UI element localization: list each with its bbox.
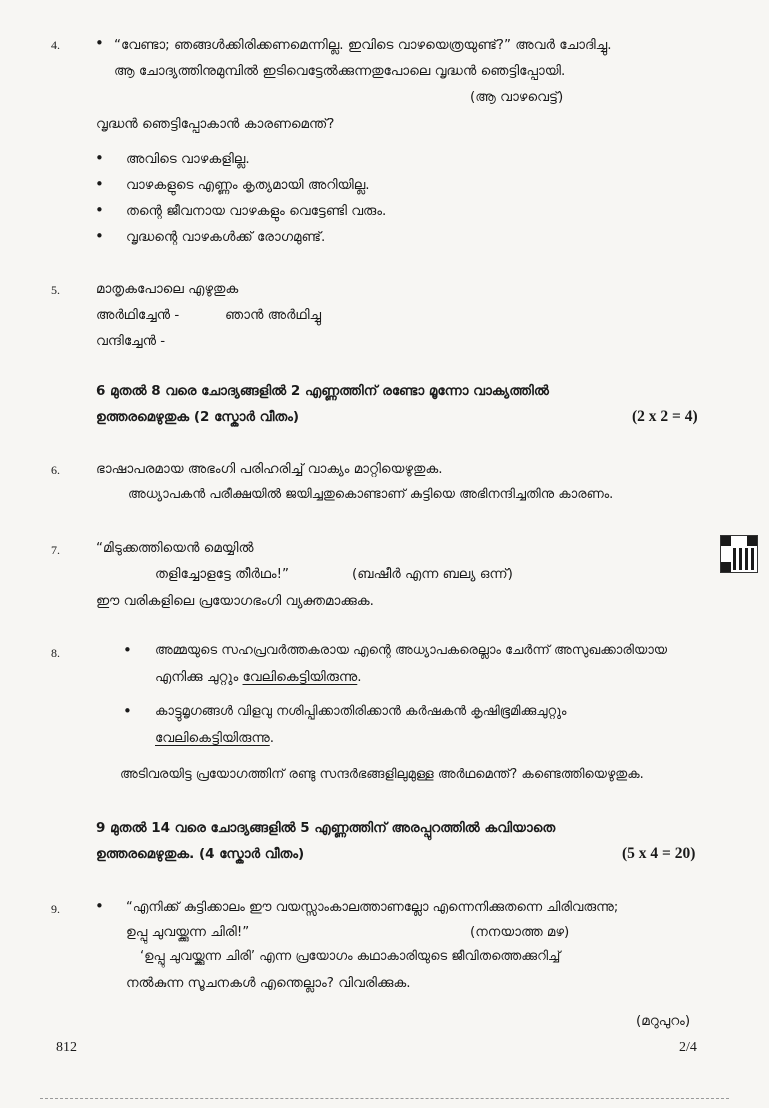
q4-option-1: അവിടെ വാഴകളില്ല.	[126, 151, 250, 167]
q8-b2-underlined: വേലികെട്ടിയിരുന്നു	[155, 730, 270, 746]
bullet: •	[95, 227, 104, 245]
q6-line2: അധ്യാപകൻ പരീക്ഷയിൽ ജയിച്ചതുകൊണ്ടാണ് കുട്ടിയെ അഭിനന്ദിച്ചതിനു കാരണം.	[128, 487, 614, 502]
q9-line4: നൽകുന്ന സൂചനകൾ എന്തെല്ലാം? വിവരിക്കുക.	[126, 975, 411, 991]
question-number: 7.	[51, 543, 60, 557]
q8-b1-underlined: വേലികെട്ടിയിരുന്നു	[242, 669, 358, 685]
bullet: •	[95, 175, 104, 193]
q4-option-2: വാഴകളുടെ എണ്ണം കൃത്യമായി അറിയില്ല.	[126, 177, 370, 193]
question-number: 8.	[51, 646, 60, 660]
q8-question: അടിവരയിട്ട പ്രയോഗത്തിന് രണ്ടു സന്ദർഭങ്ങളിലുമുള്ള അർഥമെന്ത്? കണ്ടെത്തിയെഴുതുക.	[120, 767, 644, 782]
question-number: 4.	[51, 38, 60, 52]
bullet: •	[95, 149, 104, 167]
section-6-8-line2: ഉത്തരമെഴുതുക (2 സ്കോർ വീതം)	[96, 409, 300, 425]
q4-quote-line1: “വേണ്ടാ; ഞങ്ങൾക്കിരിക്കണമെന്നില്ല. ഇവിടെ വാഴയെത്രയുണ്ട്?” അവർ ചോദിച്ചു.	[114, 37, 612, 53]
q8-b2-line1: കാട്ടുമൃഗങ്ങൾ വിളവു നശിപ്പിക്കാതിരിക്കാൻ കർഷകൻ കൃഷിഭൂമിക്കുചുറ്റും	[155, 704, 567, 719]
q8-b1-prefix: എനിക്കു ചുറ്റും	[155, 669, 243, 685]
q7-source: (ബഷീർ എന്ന ബല്യ ഒന്ന്)	[352, 566, 513, 582]
section-9-14-marks: (5 x 4 = 20)	[622, 845, 696, 862]
q9-line1: “എനിക്ക് കുട്ടിക്കാലം ഈ വയസ്സാംകാലത്താണല്ലോ എന്നെനിക്കുതന്നെ ചിരിവരുന്നു;	[126, 900, 619, 915]
bullet: •	[123, 702, 132, 720]
q9-line3: ‘ഉപ്പു ചുവയ്ക്കുന്ന ചിരി’ എന്ന പ്രയോഗം കഥാകാരിയുടെ ജീവിതത്തെക്കുറിച്ച്	[140, 949, 561, 964]
q7-line2: തളിച്ചോളട്ടേ തീർഥം!”	[155, 566, 289, 582]
bullet: •	[95, 201, 104, 219]
q4-source: (ആ വാഴവെട്ട്)	[470, 89, 564, 105]
q8-b1-line2	[155, 669, 362, 685]
q9-line2: ഉപ്പു ചുവയ്ക്കുന്ന ചിരി!”	[126, 924, 250, 940]
question-number: 5.	[51, 283, 60, 297]
turn-over-label: (മറുപുറം)	[636, 1013, 691, 1029]
page-number: 2/4	[679, 1040, 697, 1055]
q7-line1: “മിടുക്കത്തിയെൻ മെയ്യിൽ	[96, 540, 254, 556]
paper-code: 812	[56, 1040, 77, 1055]
bullet: •	[95, 34, 104, 52]
q4-quote-line2: ആ ചോദ്യത്തിനുമുമ്പിൽ ഇടിവെട്ടേൽക്കുന്നതുപോലെ വൃദ്ധൻ ഞെട്ടിപ്പോയി.	[114, 63, 566, 79]
q8-b2-suffix: .	[269, 730, 275, 746]
q5-row2-left: വന്ദിച്ചേൻ -	[96, 333, 166, 349]
section-6-8-marks: (2 x 2 = 4)	[632, 408, 698, 425]
q5-row1-right: ഞാൻ അർഥിച്ചു	[225, 307, 322, 323]
section-9-14-line2: ഉത്തരമെഴുതുക. (4 സ്കോർ വീതം)	[96, 846, 305, 862]
q9-source: (നനയാത്ത മഴ)	[470, 924, 570, 940]
question-number: 9.	[51, 902, 60, 916]
q5-instruction: മാതൃകപോലെ എഴുതുക	[96, 281, 239, 297]
question-number: 6.	[51, 463, 60, 477]
page-edge	[40, 1098, 729, 1099]
qr-code	[721, 536, 757, 572]
bullet: •	[95, 897, 104, 915]
section-6-8-line1: 6 മുതൽ 8 വരെ ചോദ്യങ്ങളിൽ 2 എണ്ണത്തിന് രണ്ടോ മൂന്നോ വാക്യത്തിൽ	[96, 383, 549, 399]
q6-line1: ഭാഷാപരമായ അഭംഗി പരിഹരിച്ച് വാക്യം മാറ്റിയെഴുതുക.	[96, 461, 443, 477]
q7-question: ഈ വരികളിലെ പ്രയോഗഭംഗി വ്യക്തമാക്കുക.	[96, 593, 374, 609]
q5-row1-left: അർഥിച്ചേൻ -	[96, 307, 180, 323]
q4-option-4: വൃദ്ധന്റെ വാഴകൾക്ക് രോഗമുണ്ട്.	[126, 229, 326, 245]
q4-question: വൃദ്ധൻ ഞെട്ടിപ്പോകാൻ കാരണമെന്ത്?	[96, 116, 335, 132]
bullet: •	[123, 641, 132, 659]
q8-b1-suffix: .	[357, 669, 362, 685]
section-9-14-line1: 9 മുതൽ 14 വരെ ചോദ്യങ്ങളിൽ 5 എണ്ണത്തിന് അരപ്പുറത്തിൽ കവിയാതെ	[96, 820, 556, 836]
q8-b1-line1: അമ്മയുടെ സഹപ്രവർത്തകരായ എന്റെ അധ്യാപകരെല്ലാം ചേർന്ന് അസുഖക്കാരിയായ	[155, 643, 668, 658]
q8-b2-line2	[155, 730, 274, 746]
q4-option-3: തന്റെ ജീവനായ വാഴകളും വെട്ടേണ്ടി വരും.	[126, 203, 387, 219]
